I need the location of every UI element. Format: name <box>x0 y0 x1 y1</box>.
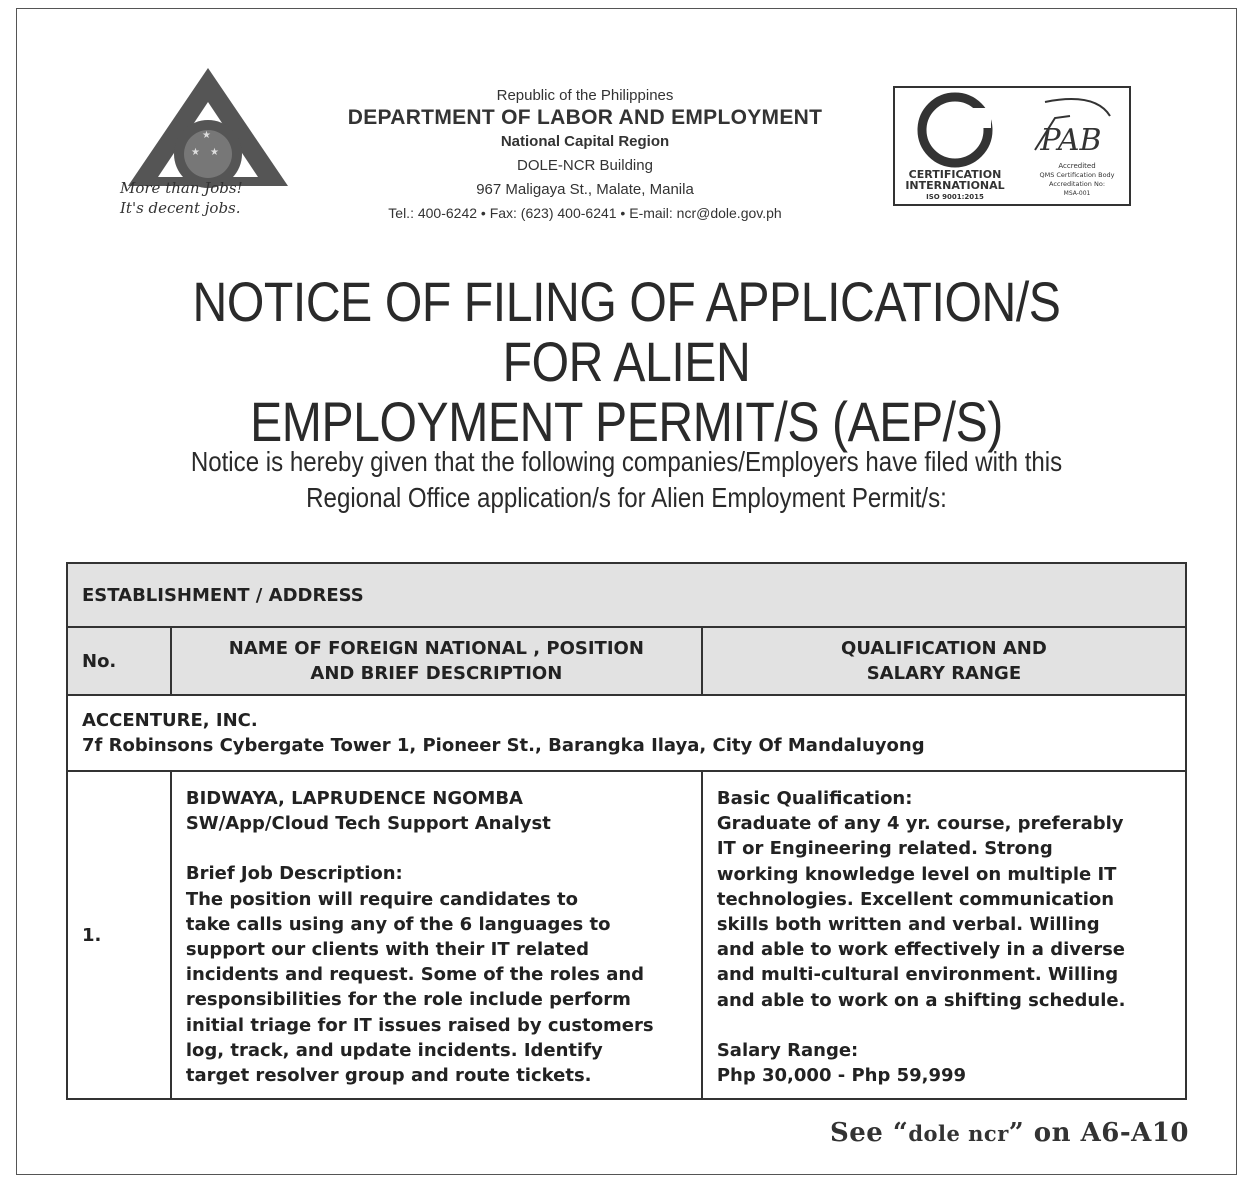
building-name: DOLE-NCR Building <box>517 157 653 174</box>
see-suffix: ” on A6-A10 <box>1008 1118 1189 1148</box>
see-reference <box>830 1118 1189 1148</box>
cert-accredited-2: QMS Certification Body <box>1039 171 1115 179</box>
qualification-label: Basic Qualification: <box>716 788 913 809</box>
column-header-qual-line-1: QUALIFICATION AND <box>841 638 1047 659</box>
qualification-line: and able to work on a shifting schedule. <box>716 989 1126 1011</box>
cert-accredited-1: Accredited <box>1058 162 1096 170</box>
foreign-national-name: BIDWAYA, LAPRUDENCE NGOMBA <box>185 788 523 809</box>
description-line: initial triage for IT issues raised by customers <box>185 1014 654 1036</box>
qualification-line: and multi-cultural environment. Willing <box>716 964 1119 986</box>
see-prefix: See “ <box>829 1118 909 1148</box>
qualification-line: technologies. Excellent communication <box>716 888 1115 910</box>
qualification-line: working knowledge level on multiple IT <box>716 863 1117 885</box>
cert-accredited-4: MSA-001 <box>1063 190 1091 197</box>
svg-text:★: ★ <box>202 130 211 141</box>
qualification-line: Graduate of any 4 yr. course, preferably <box>716 813 1124 835</box>
see-ref: dole ncr <box>908 1121 1009 1146</box>
row-number: 1. <box>67 771 171 1099</box>
table-row <box>67 771 1186 1099</box>
intro-line-1: Notice is hereby given that the following companies/Employers have filed with this <box>190 446 1063 477</box>
column-header-no: No. <box>67 627 171 695</box>
tagline-line-1: More than Jobs! <box>120 179 243 197</box>
region-name: National Capital Region <box>500 133 670 150</box>
establishment-name: ACCENTURE, INC. <box>82 710 258 731</box>
qualification-cell <box>702 771 1186 1099</box>
description-line: support our clients with their IT related <box>185 939 589 961</box>
cert-pab: PAB <box>1040 123 1102 158</box>
intro-line-2: Regional Office application/s for Alien Employment Permit/s: <box>306 482 947 513</box>
position-title: SW/App/Cloud Tech Support Analyst <box>185 813 551 835</box>
establishment-cell <box>67 695 1186 771</box>
department-name: DEPARTMENT OF LABOR AND EMPLOYMENT <box>347 106 823 129</box>
establishment-address: 7f Robinsons Cybergate Tower 1, Pioneer St., Barangka Ilaya, City Of Mandaluyong <box>82 735 925 756</box>
contact-line: Tel.: 400-6242 • Fax: (623) 400-6241 • E-mail: ncr@dole.gov.ph <box>388 205 782 221</box>
agency-header <box>290 86 880 225</box>
description-label: Brief Job Description: <box>185 863 403 885</box>
description-line: log, track, and update incidents. Identify <box>185 1039 603 1061</box>
column-header-name-line-2: AND BRIEF DESCRIPTION <box>310 663 563 684</box>
column-header-qualification <box>702 627 1186 695</box>
certification-badge <box>893 86 1131 206</box>
salary-range: Php 30,000 - Php 59,999 <box>716 1065 967 1087</box>
column-header-name <box>171 627 702 695</box>
description-line: target resolver group and route tickets. <box>185 1065 592 1087</box>
title-line-1: NOTICE OF FILING OF APPLICATION/S FOR ALIEN <box>192 270 1061 393</box>
description-line: The position will require candidates to <box>185 888 578 910</box>
qualification-line: skills both written and verbal. Willing <box>716 914 1100 936</box>
qualification-line: IT or Engineering related. Strong <box>716 838 1053 860</box>
column-header-qual-line-2: SALARY RANGE <box>866 663 1022 684</box>
tagline-line-2: It's decent jobs. <box>120 199 241 217</box>
svg-text:★: ★ <box>191 147 200 158</box>
foreign-national-cell <box>171 771 702 1099</box>
salary-label: Salary Range: <box>716 1039 859 1061</box>
section-header: ESTABLISHMENT / ADDRESS <box>67 563 1186 627</box>
cert-name-2: INTERNATIONAL <box>905 179 1005 192</box>
cert-accredited-3: Accreditation No: <box>1048 180 1106 188</box>
description-line: incidents and request. Some of the roles and <box>185 964 645 986</box>
aep-table <box>66 562 1187 1100</box>
cert-iso: ISO 9001:2015 <box>926 193 984 201</box>
description-line: take calls using any of the 6 languages to <box>185 913 611 935</box>
notice-intro <box>139 444 1113 516</box>
description-line: responsibilities for the role include perform <box>185 989 631 1011</box>
republic-line: Republic of the Philippines <box>496 87 674 104</box>
cert-name-1: CERTIFICATION <box>908 168 1002 181</box>
qualification-line: and able to work effectively in a diverse <box>716 939 1125 961</box>
title-line-2: EMPLOYMENT PERMIT/S (AEP/S) <box>250 390 1003 453</box>
notice-title <box>139 272 1113 452</box>
svg-text:★: ★ <box>210 147 219 158</box>
street-address: 967 Maligaya St., Malate, Manila <box>476 181 694 198</box>
logo-tagline <box>120 178 243 218</box>
column-header-name-line-1: NAME OF FOREIGN NATIONAL , POSITION <box>228 638 644 659</box>
